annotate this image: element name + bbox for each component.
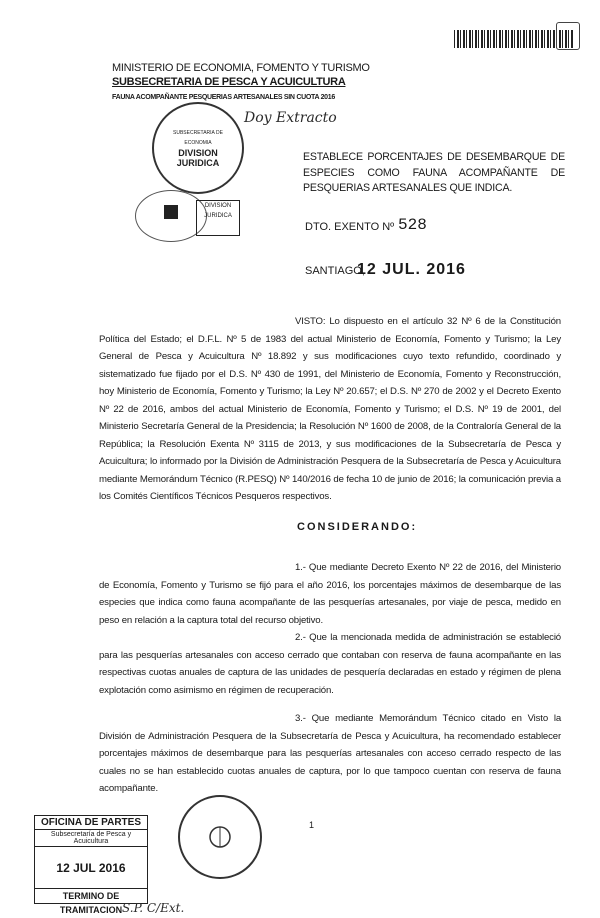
small-stamp: DIVISION JURIDICA	[196, 200, 240, 236]
subject-line: FAUNA ACOMPAÑANTE PESQUERIAS ARTESANALES SIN CUOTA 2016	[112, 94, 335, 101]
considerando-1: 1.- Que mediante Decreto Exento Nº 22 de 2016, del Ministerio de Economía, Fomento y Turismo se fijó para el año 2016, los porcentajes máximos de desembarque de las especies que indica como fauna acompañante de las pesquerías artesanales, por viaje de pesca, medido en peso en relación a la captura total del recurso objetivo.	[99, 562, 561, 626]
footer-handwriting: S.P. C/Ext.	[122, 901, 185, 915]
page-number: 1	[309, 820, 315, 830]
termino-tramitacion: TERMINO DE TRAMITACION	[34, 888, 148, 904]
considerando-2: 2.- Que la mencionada medida de administración se estableció para las pesquerías artesanales con acceso cerrado que contaban con reserva de fauna acompañante en las respectivas cuotas anuales de captura de las unidades de pesquería declaradas en estado y régimen de plena explotación como asimismo en régimen de recuperación.	[99, 632, 561, 696]
place-label: SANTIAGO,	[305, 265, 365, 277]
decree-date: 12 JUL. 2016	[357, 261, 466, 278]
ministry-round-stamp	[178, 795, 262, 879]
decree-number: 528	[398, 216, 427, 234]
considerando-heading: CONSIDERANDO:	[297, 521, 418, 533]
oficina-subtitle: Subsecretaría de Pesca y Acuicultura	[35, 830, 147, 847]
visto-paragraph: VISTO: Lo dispuesto en el artículo 32 Nº 6 de la Constitución Política del Estado; el D.F.L. Nº 5 de 1983 del actual Ministerio de Economía, Fomento y Turismo; la Ley General de Pesca y Acuicultura Nº 18.892 y sus modificaciones cuyo texto refundido, coordinado y sistematizado fue fijado por el D.S. Nº 430 de 1991, del Ministerio de Economía, Fomento y Reconstrucción, hoy Ministerio de Economía, Fomento y Turismo; la Ley Nº 20.657; el D.S. Nº 270 de 2002 y el Decreto Exento Nº 22 de 2016, ambos del actual Ministerio de Economía, Fomento y Turismo; el D.S. Nº 19 de 2001, del Ministerio Secretaría General de la Presidencia; la Resolución Nº 1600 de 2008, de la Contraloría General de la República; la Resolución Exenta Nº 3115 de 2013, y sus modificaciones de la Subsecretaría de Pesca y Acuicultura; lo informado por la División de Administración Pesquera de la Subsecretaría de Pesca y Acuicultura mediante Memorándum Técnico (R.PESQ) Nº 140/2016 de fecha 10 de junio de 2016; la comunicación previa a los Comités Científicos Técnicos Pesqueros respectivos.	[99, 316, 561, 502]
division-juridica-stamp: SUBSECRETARIA DE ECONOMIA DIVISION JURIDICA	[152, 102, 244, 194]
seal-icon	[556, 22, 580, 50]
considerando-3: 3.- Que mediante Memorándum Técnico citado en Visto la División de Administración Pesquera de la Subsecretaría de Pesca y Acuicultura, ha recomendado establecer porcentajes máximos de desembarque para las pesquerías artesanales con acceso cerrado respecto de las cuales no se han establecido cuotas anuales de captura, por lo que tampoco cuentan con reserva de fauna acompañante.	[99, 713, 561, 794]
crest-icon	[200, 822, 240, 852]
handwritten-note: Doy Extracto	[244, 110, 337, 126]
oficina-de-partes-stamp	[34, 815, 148, 889]
decree-label: DTO. EXENTO Nº	[305, 221, 395, 233]
oficina-title: OFICINA DE PARTES	[35, 816, 147, 830]
decree-title: ESTABLECE PORCENTAJES DE DESEMBARQUE DE ESPECIES COMO FAUNA ACOMPAÑANTE DE PESQUERIAS ARTESANALES QUE INDICA.	[303, 151, 565, 194]
ministry-name: MINISTERIO DE ECONOMIA, FOMENTO Y TURISMO	[112, 62, 370, 74]
subsecretaria-name: SUBSECRETARIA DE PESCA Y ACUICULTURA	[112, 76, 346, 88]
oficina-date: 12 JUL 2016	[56, 861, 126, 875]
